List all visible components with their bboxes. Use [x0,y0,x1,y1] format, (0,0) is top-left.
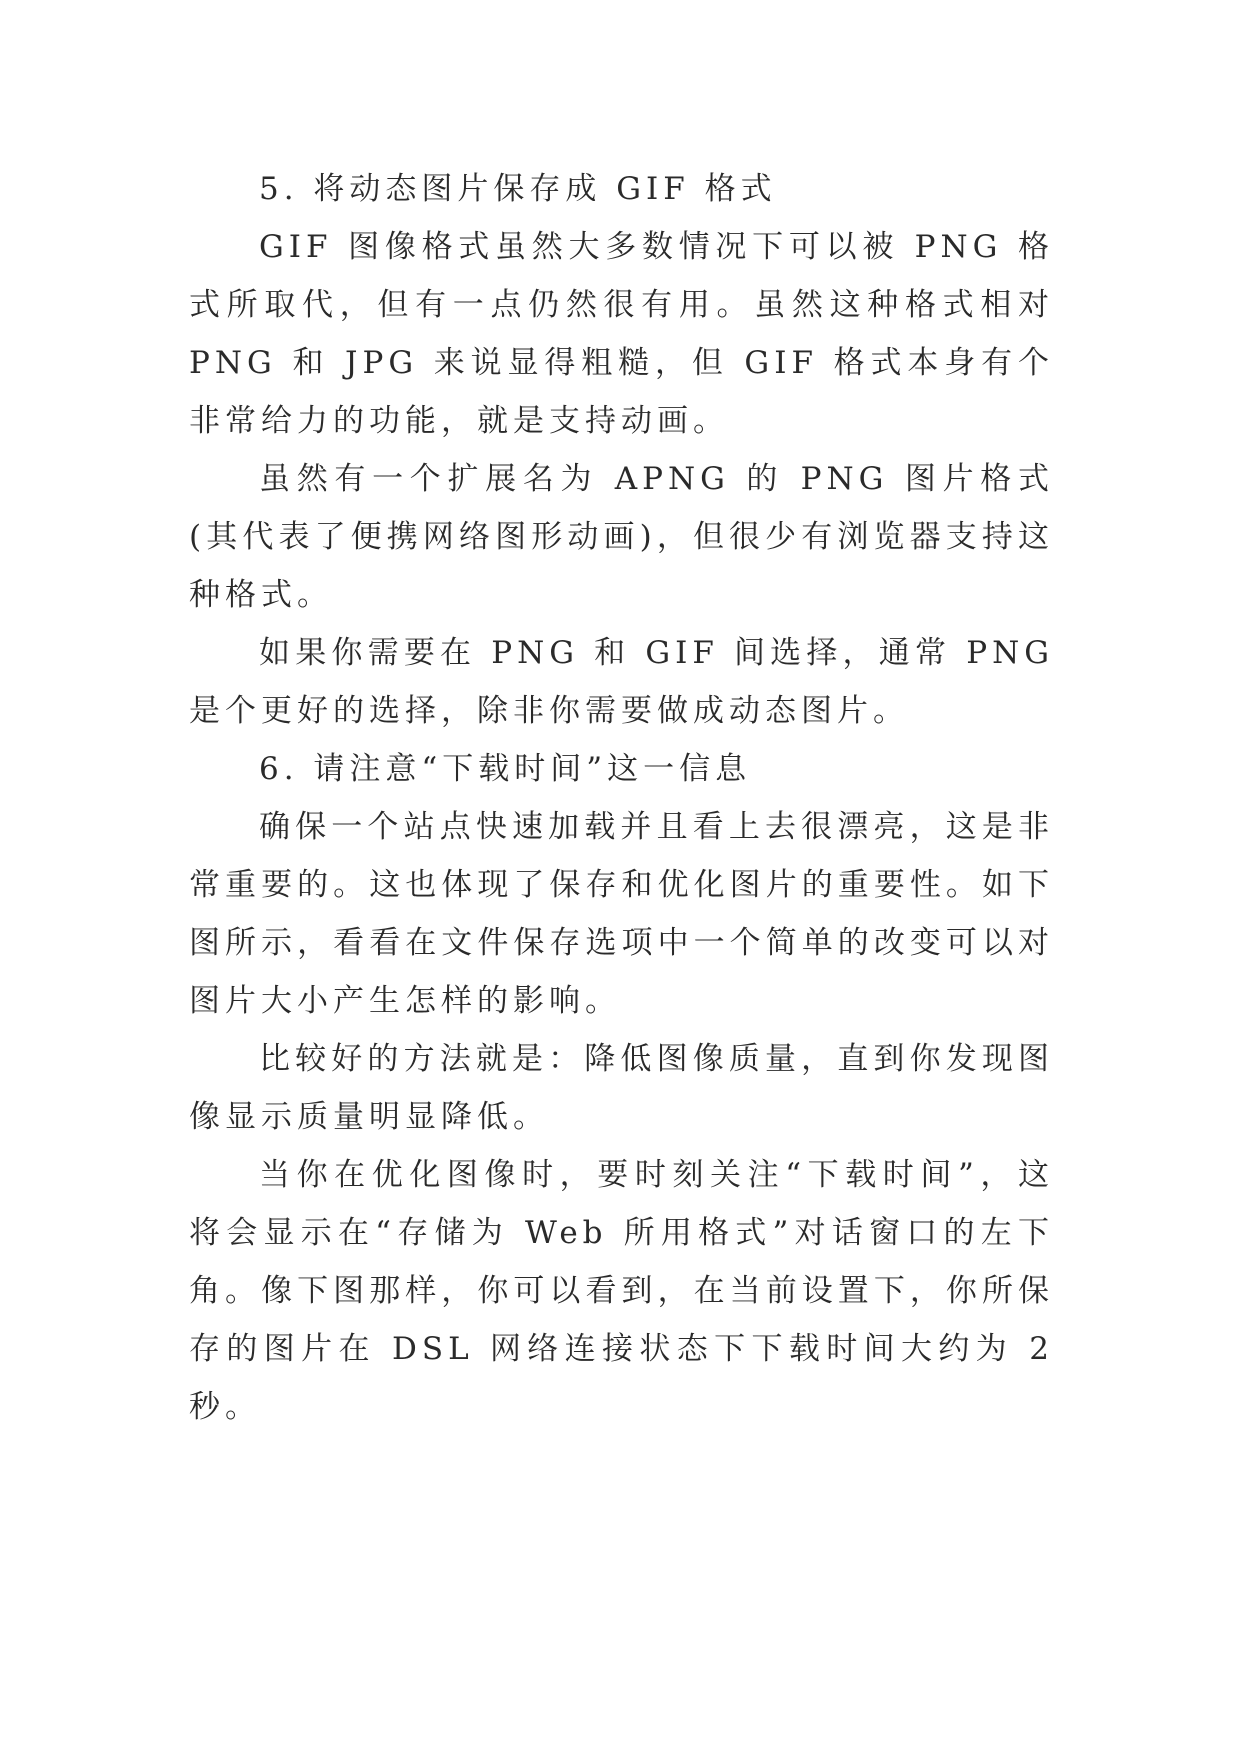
paragraph-gif-intro: GIF 图像格式虽然大多数情况下可以被 PNG 格式所取代，但有一点仍然很有用。虽然这种格式相对 PNG 和 JPG 来说显得粗糙，但 GIF 格式本身有个非常给力的功能，就是支持动画。 [189,229,1054,439]
section-heading-download-time: 6. 请注意“下载时间”这一信息 [259,751,752,787]
paragraph-png-vs-gif: 如果你需要在 PNG 和 GIF 间选择，通常 PNG 是个更好的选择，除非你需要做成动态图片。 [189,635,1054,729]
paragraph-quality-method: 比较好的方法就是：降低图像质量，直到你发现图像显示质量明显降低。 [189,1041,1054,1135]
document-body [189,160,1054,1436]
paragraph-fast-loading: 确保一个站点快速加载并且看上去很漂亮，这是非常重要的。这也体现了保存和优化图片的重要性。如下图所示，看看在文件保存选项中一个简单的改变可以对图片大小产生怎样的影响。 [189,809,1054,1019]
paragraph-download-time-info: 当你在优化图像时，要时刻关注“下载时间”，这将会显示在“存储为 Web 所用格式”对话窗口的左下角。像下图那样，你可以看到，在当前设置下，你所保存的图片在 DSL 网络连接状态下下载时间大约为 2 秒。 [189,1157,1054,1425]
section-heading-gif: 5. 将动态图片保存成 GIF 格式 [259,171,777,207]
paragraph-apng: 虽然有一个扩展名为 APNG 的 PNG 图片格式(其代表了便携网络图形动画)，但很少有浏览器支持这种格式。 [189,461,1054,613]
